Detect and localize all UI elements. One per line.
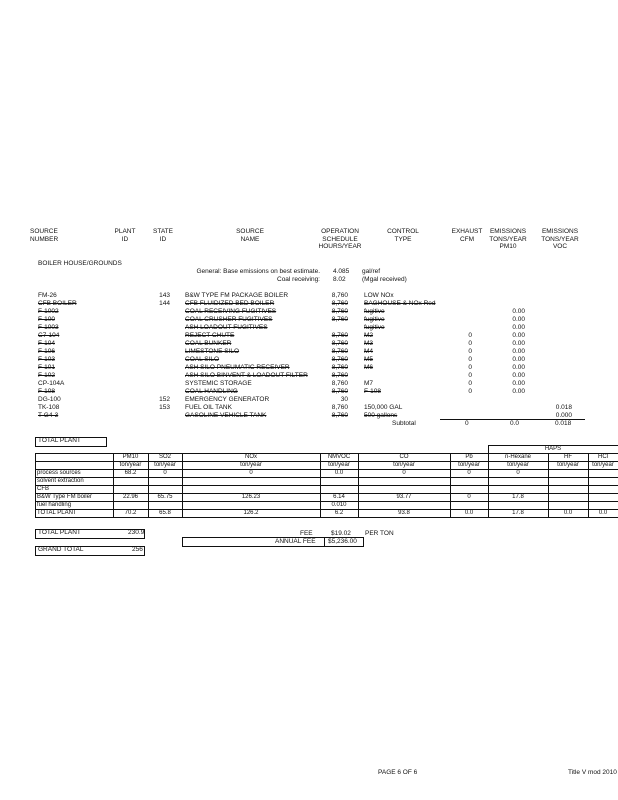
source-state-cell: 153 — [159, 404, 170, 411]
source-pm10-cell: 0.00 — [512, 388, 525, 395]
source-pm10-cell: 0.00 — [512, 308, 525, 315]
summary-row-label: process sources — [37, 470, 81, 476]
source-num-cell: F-102 — [38, 372, 55, 379]
summary-cell: 68.2 — [124, 470, 137, 476]
source-num-cell: F-104 — [38, 340, 55, 347]
summary-col-unit: ton/year — [240, 462, 262, 468]
source-exh-cell: 0 — [468, 348, 472, 355]
summary-col-unit: ton/year — [119, 462, 142, 468]
header-control: CONTROL TYPE — [387, 228, 419, 243]
summary-cell: 0.0 — [334, 470, 344, 476]
header-source-number: SOURCE NUMBER — [30, 228, 59, 243]
summary-col-unit: ton/year — [557, 462, 579, 468]
header-em-voc: EMISSIONS TONS/YEAR VOC — [541, 228, 579, 250]
fee-per-ton: PER TON — [365, 530, 394, 537]
summary-col-header: n-Hexane — [504, 454, 531, 460]
annual-fee-divider — [324, 537, 325, 547]
summary-cell: 70.2 — [124, 510, 137, 516]
source-pm10-cell: 0.00 — [512, 372, 525, 379]
summary-row-label: CFB — [37, 486, 49, 492]
section-title: BOILER HOUSE/GROUNDS — [38, 260, 122, 267]
summary-col-unit: ton/year — [328, 462, 350, 468]
source-name-cell: ASH SILO PNEUMATIC RECEIVER — [185, 364, 290, 371]
annual-fee-value: $5,236.00 — [328, 538, 357, 545]
footer-doc: Title V mod 2010 — [568, 769, 617, 776]
summary-row-label: solvent extraction — [37, 478, 84, 484]
source-control-cell: fugitive — [364, 316, 385, 323]
source-num-cell: CP-104A — [38, 380, 65, 387]
source-control-cell: M3 — [364, 340, 374, 347]
header-exhaust: EXHAUST CFM — [451, 228, 483, 243]
source-name-cell: COAL HANDLING — [185, 388, 238, 395]
summary-col-header: PM10 — [122, 454, 139, 460]
source-num-cell: F-1003 — [38, 324, 59, 331]
source-control-cell: fugitive — [364, 324, 385, 331]
header-operation: OPERATION SCHEDULE HOURS/YEAR — [318, 228, 362, 250]
source-pm10-cell: 0.00 — [512, 316, 525, 323]
summary-col-header: NMVOC — [327, 454, 351, 460]
source-control-cell: F-108 — [364, 388, 381, 395]
source-control-cell: M2 — [364, 332, 374, 339]
source-state-cell: 144 — [159, 300, 170, 307]
source-num-cell: TK-108 — [38, 404, 60, 411]
source-exh-cell: 0 — [468, 388, 472, 395]
source-name-cell: CFB FLUIDIZED BED BOILER — [185, 300, 275, 307]
source-name-cell: EMERGENCY GENERATOR — [185, 396, 270, 403]
source-num-cell: F-101 — [38, 364, 55, 371]
summary-cell: 0.0 — [563, 510, 573, 516]
source-hours-cell: 8,760 — [331, 316, 348, 323]
source-name-cell: LIMESTONE SILO — [185, 348, 240, 355]
grand-total-label: GRAND TOTAL — [38, 546, 84, 553]
summary-cell: 17.8 — [512, 494, 524, 500]
source-state-cell: 152 — [159, 396, 170, 403]
summary-cell: 17.8 — [512, 510, 524, 516]
subtotal-label: Subtotal — [392, 420, 416, 427]
coal-label: Coal receiving: — [277, 276, 320, 283]
summary-cell: 0.010 — [331, 502, 347, 508]
source-hours-cell: 8,760 — [331, 292, 348, 299]
summary-col-header: NOx — [245, 454, 257, 460]
source-name-cell: GASOLINE VEHICLE TANK — [185, 412, 267, 419]
summary-cell: 22.96 — [122, 494, 138, 500]
subtotal-exhaust: 0 — [465, 420, 469, 427]
source-name-cell: ASH LOADOUT FUGITIVES — [185, 324, 268, 331]
annual-fee-label: ANNUAL FEE — [275, 538, 316, 545]
source-name-cell: REJECT CHUTE — [185, 332, 235, 339]
header-em-pm10: EMISSIONS TONS/YEAR PM10 — [489, 228, 527, 250]
summary-cell: 0 — [249, 470, 253, 476]
source-pm10-cell: 0.00 — [512, 332, 525, 339]
header-plant-id: PLANT ID — [114, 228, 136, 243]
source-num-cell: F-100 — [38, 316, 55, 323]
subtotal-pm10: 0.0 — [510, 420, 520, 427]
summary-row-rule — [35, 485, 618, 486]
source-num-cell: CFB BOILER — [38, 300, 77, 307]
source-control-cell: BAGHOUSE & NOx Red — [364, 300, 436, 307]
source-hours-cell: 8,760 — [331, 300, 348, 307]
source-hours-cell: 8,760 — [331, 356, 348, 363]
source-hours-cell: 8,760 — [331, 340, 348, 347]
source-pm10-cell: 0.00 — [512, 380, 525, 387]
source-exh-cell: 0 — [468, 356, 472, 363]
coal-unit: (Mgal received) — [362, 276, 407, 283]
source-num-cell: F-106 — [38, 348, 55, 355]
summary-col-header: SO2 — [158, 454, 171, 460]
source-name-cell: COAL SILO — [185, 356, 220, 363]
source-hours-cell: 8,760 — [331, 364, 348, 371]
summary-cell: 126.2 — [243, 510, 259, 516]
source-pm10-cell: 0.00 — [512, 356, 525, 363]
source-num-cell: T-G4-3 — [38, 412, 59, 419]
source-control-cell: M4 — [364, 348, 374, 355]
summary-col-header: Pb — [465, 454, 473, 460]
source-control-cell: 150,000 GAL — [364, 404, 403, 411]
summary-col-unit: ton/year — [592, 462, 614, 468]
source-name-cell: COAL RECEIVING FUGITIVES — [185, 308, 277, 315]
source-pm10-cell: 0.00 — [512, 348, 525, 355]
summary-col-unit: ton/year — [154, 462, 176, 468]
summary-cell: 65.8 — [159, 510, 171, 516]
source-exh-cell: 0 — [468, 332, 472, 339]
source-hours-cell: 30 — [340, 396, 348, 403]
summary-row-label: fuel handling — [37, 502, 72, 508]
source-hours-cell: 8,760 — [331, 348, 348, 355]
summary-col-unit: ton/year — [458, 462, 480, 468]
source-control-cell: M6 — [364, 364, 374, 371]
summary-cell: 6.2 — [334, 510, 344, 516]
haps-label: HAPS — [544, 446, 562, 452]
fee-value: $19.02 — [331, 530, 351, 537]
source-hours-cell: 8,760 — [331, 404, 348, 411]
summary-cell: 93.8 — [398, 510, 410, 516]
summary-row-label: B&W Type FM boiler — [37, 494, 92, 500]
source-num-cell: C7-104 — [38, 332, 60, 339]
summary-cell: 65.75 — [157, 494, 173, 500]
source-name-cell: ASH SILO BINVENT & LOADOUT FILTER — [185, 372, 308, 379]
summary-cell: 0 — [402, 470, 406, 476]
source-hours-cell: 8,760 — [331, 308, 348, 315]
summary-cell: 0 — [163, 470, 167, 476]
source-num-cell: F-103 — [38, 356, 55, 363]
source-voc-cell: 0.000 — [555, 412, 572, 419]
source-exh-cell: 0 — [468, 372, 472, 379]
summary-cell: 6.14 — [333, 494, 345, 500]
summary-col-header: CO — [399, 454, 409, 460]
source-hours-cell: 8,760 — [331, 412, 348, 419]
source-hours-cell: 8,760 — [331, 372, 348, 379]
summary-cell: 0.0 — [598, 510, 608, 516]
source-control-cell: LOW NOx — [364, 292, 394, 299]
source-name-cell: FUEL OIL TANK — [185, 404, 232, 411]
source-pm10-cell: 0.00 — [512, 324, 525, 331]
source-pm10-cell: 0.00 — [512, 364, 525, 371]
general-label: General: Base emissions on best estimate. — [196, 268, 320, 275]
fee-label: FEE — [300, 530, 313, 537]
source-exh-cell: 0 — [468, 340, 472, 347]
summary-col-unit: ton/year — [507, 462, 529, 468]
summary-col-header: HCl — [598, 454, 608, 460]
source-num-cell: FM-26 — [38, 292, 57, 299]
source-voc-cell: 0.018 — [555, 404, 572, 411]
source-name-cell: B&W TYPE FM PACKAGE BOILER — [185, 292, 289, 299]
source-num-cell: DG-100 — [38, 396, 61, 403]
summary-cell: 0 — [516, 470, 520, 476]
source-name-cell: COAL CRUSHER FUGITIVES — [185, 316, 273, 323]
subtotal-voc: 0.018 — [555, 420, 572, 427]
summary-col-rule — [35, 453, 36, 517]
grand-total-value: 256 — [132, 546, 143, 553]
summary-col-header: HF — [564, 454, 572, 460]
coal-value: 8.02 — [333, 276, 346, 283]
source-num-cell: F-1002 — [38, 308, 59, 315]
source-control-cell: M7 — [364, 380, 374, 387]
general-unit: gal/ref — [362, 268, 381, 275]
source-num-cell: F-108 — [38, 388, 55, 395]
summary-cell: 0.0 — [464, 510, 474, 516]
source-name-cell: SYSTEMIC STORAGE — [185, 380, 252, 387]
summary-cell: 0 — [467, 470, 471, 476]
header-state-id: STATE ID — [153, 228, 173, 243]
summary-title: TOTAL PLANT — [38, 437, 81, 444]
source-control-cell: fugitive — [364, 308, 385, 315]
summary-row-rule — [35, 517, 618, 518]
summary-cell: 126.23 — [241, 494, 261, 500]
subtotal-rule — [440, 419, 585, 420]
general-value: 4.085 — [333, 268, 350, 275]
source-hours-cell: 8,760 — [331, 380, 348, 387]
source-hours-cell: 8,760 — [331, 332, 348, 339]
summary-col-unit: ton/year — [393, 462, 415, 468]
summary-cell: 93.77 — [396, 494, 412, 500]
summary-row-label: TOTAL PLANT — [37, 510, 77, 516]
source-exh-cell: 0 — [468, 364, 472, 371]
source-name-cell: COAL BUNKER — [185, 340, 232, 347]
source-control-cell: 500 gallons — [364, 412, 398, 419]
summary-cell: 0 — [467, 494, 471, 500]
source-control-cell: M5 — [364, 356, 374, 363]
source-exh-cell: 0 — [468, 380, 472, 387]
total-plant-value: 230.9 — [128, 529, 145, 536]
source-hours-cell: 8,760 — [331, 388, 348, 395]
source-state-cell: 143 — [159, 292, 170, 299]
source-pm10-cell: 0.00 — [512, 340, 525, 347]
total-plant-label: TOTAL PLANT — [38, 529, 81, 536]
footer-page: PAGE 6 OF 6 — [378, 769, 418, 776]
summary-row-rule — [35, 477, 618, 478]
header-source-name: SOURCE NAME — [236, 228, 264, 243]
